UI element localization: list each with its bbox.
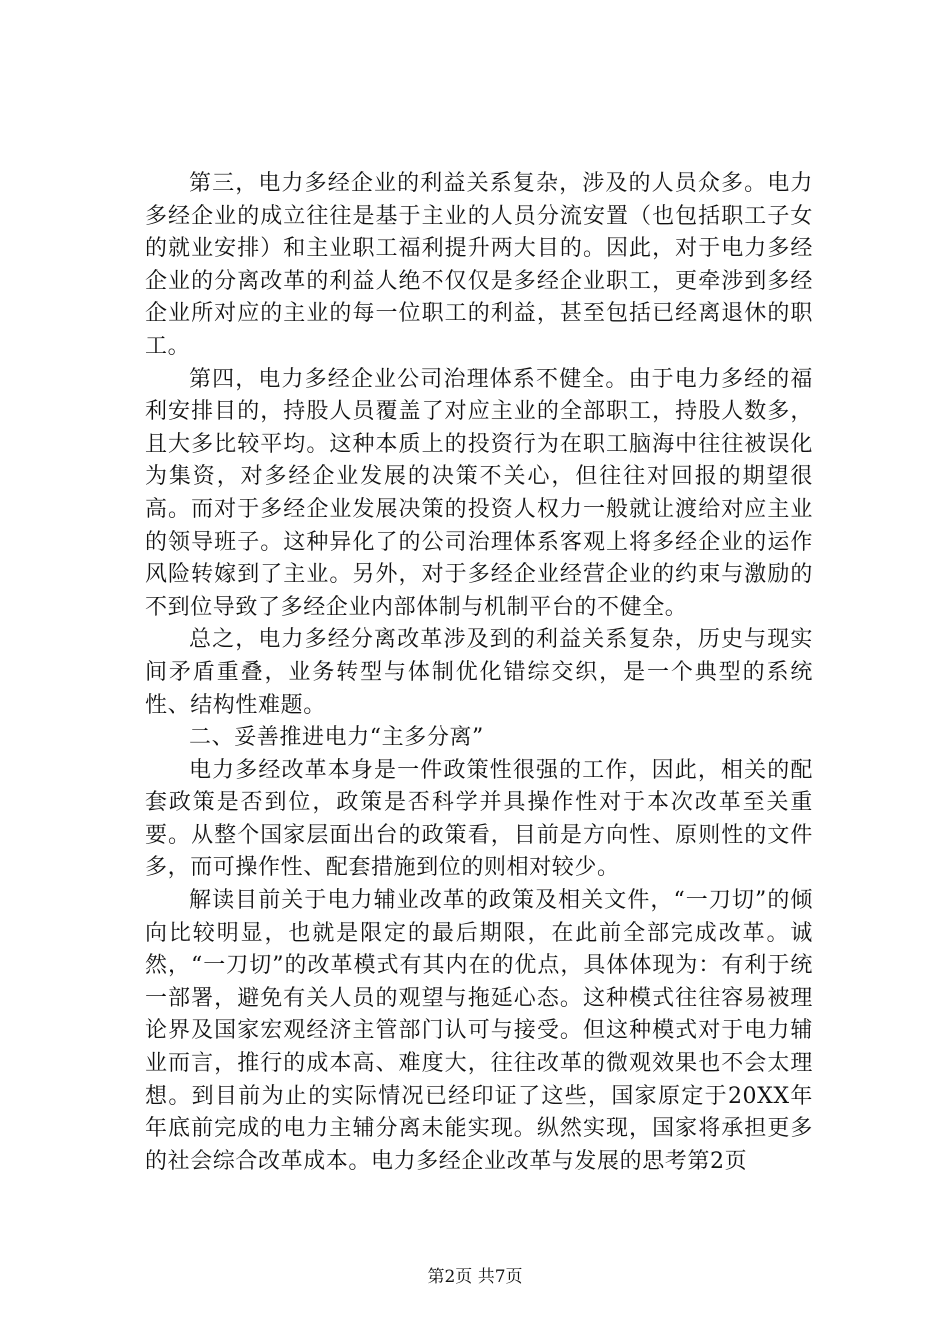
page-footer <box>0 1265 950 1289</box>
section-heading: 二、妥善推进电力“主多分离” <box>189 725 484 751</box>
paragraph-interpretation: 解读目前关于电力辅业改革的政策及相关文件，“一刀切”的倾向比较明显，也就是限定的最后期限，在此前全部完成改革。诚然，“一刀切”的改革模式有其内在的优点，具体体现为：有利于统一部署，避免有关人员的观望与拖延心态。这种模式往往容易被理论界及国家宏观经济主管部门认可与接受。但这种模式对于电力辅业而言，推行的成本高、难度大，往往改革的微观效果也不会太理想。到目前为止的实际情况已经印证了这些，国家原定于20XX年年底前完成的电力主辅分离未能实现。纵然实现，国家将承担更多的社会综合改革成本。电力多经企业改革与发展的思考第2页 <box>145 888 813 1174</box>
paragraph-policy: 电力多经改革本身是一件政策性很强的工作，因此，相关的配套政策是否到位，政策是否科学并具操作性对于本次改革至关重要。从整个国家层面出台的政策看，目前是方向性、原则性的文件多，而可操作性、配套措施到位的则相对较少。 <box>145 757 813 881</box>
paragraph-third-point: 第三，电力多经企业的利益关系复杂，涉及的人员众多。电力多经企业的成立往往是基于主业的人员分流安置（也包括职工子女的就业安排）和主业职工福利提升两大目的。因此，对于电力多经企业的分离改革的利益人绝不仅仅是多经企业职工，更牵涉到多经企业所对应的主业的每一位职工的利益，甚至包括已经离退休的职工。 <box>145 171 813 359</box>
paragraph-fourth-point: 第四，电力多经企业公司治理体系不健全。由于电力多经的福利安排目的，持股人员覆盖了对应主业的全部职工，持股人数多，且大多比较平均。这种本质上的投资行为在职工脑海中往往被误化为集资，对多经企业发展的决策不关心，但往往对回报的期望很高。而对于多经企业发展决策的投资人权力一般就让渡给对应主业的领导班子。这种异化了的公司治理体系客观上将多经企业的运作风险转嫁到了主业。另外，对于多经企业经营企业的约束与激励的不到位导致了多经企业内部体制与机制平台的不健全。 <box>145 366 813 620</box>
paragraph-summary: 总之，电力多经分离改革涉及到的利益关系复杂，历史与现实间矛盾重叠，业务转型与体制优化错综交织，是一个典型的系统性、结构性难题。 <box>145 627 813 718</box>
document-body <box>145 168 813 1178</box>
page-number: 第2页 共7页 <box>427 1267 523 1287</box>
